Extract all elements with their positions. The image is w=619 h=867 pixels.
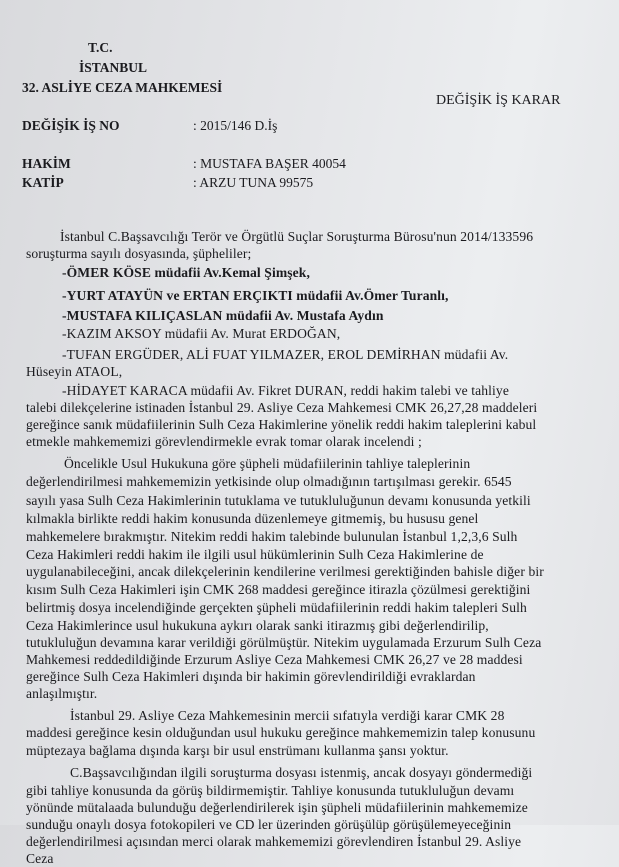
body-line: belirtmiş dosya incelendiğinde gerçekten şüpheli müdafiilerinin reddi hakim talepleri Sulh bbox=[26, 600, 527, 615]
body-line: İstanbul C.Başsavcılığı Terör ve Örgütlü Suçlar Soruşturma Bürosu'nun 2014/133596 bbox=[60, 229, 534, 244]
body-line: İstanbul 29. Asliye Ceza Mahkemesinin mercii sıfatıyla verdiği karar CMK 28 bbox=[70, 708, 505, 723]
body-line: maddesi gereğince kesin olduğundan usul hukuku gereğince mahkememizin talep konusunu bbox=[26, 725, 536, 740]
body-line: -YURT ATAYÜN ve ERTAN ERÇIKTI müdafii Av.Ömer Turanlı, bbox=[62, 288, 449, 303]
header-tc: T.C. bbox=[88, 40, 113, 55]
body-line: -ÖMER KÖSE müdafii Av.Kemal Şimşek, bbox=[62, 265, 310, 280]
body-line: -TUFAN ERGÜDER, ALİ FUAT YILMAZER, EROL DEMİRHAN müdafii Av. bbox=[62, 347, 509, 362]
body-line: Ceza Hakimlerince usul hukukuna aykırı olarak sanki itirazmış gibi değerlendirilip, bbox=[26, 618, 489, 633]
field-label-degisik-is-no: DEĞİŞİK İŞ NO bbox=[22, 118, 120, 133]
body-line: değerlendirilmesi açısından merci olarak mahkememizi görevlendiren İstanbul 29. Asliye bbox=[26, 834, 522, 849]
body-line: C.Başsavcılığından ilgili soruşturma dosyası istenmiş, ancak dosyayı göndermediği bbox=[70, 765, 533, 780]
body-line: anlaşılmıştır. bbox=[26, 686, 98, 701]
body-line: Ceza Hakimleri reddi hakim ile ilgili usul hükümlerinin Sulh Ceza Hakimlerine de bbox=[26, 547, 484, 562]
body-line: değerlendirilmesi mahkememizin yetkisinde olup olmadığının tartışılması gerekir. 6545 bbox=[26, 474, 512, 489]
body-line: kılmakla birlikte reddi hakim konusunda düzenlemeye gitmemiş, bu hususu genel bbox=[26, 511, 479, 526]
field-label-hakim: HAKİM bbox=[22, 156, 71, 171]
body-line: Hüseyin ATAOL, bbox=[26, 364, 123, 379]
field-value-hakim: : MUSTAFA BAŞER 40054 bbox=[193, 156, 346, 171]
body-line: soruşturma sayılı dosyasında, şüpheliler; bbox=[26, 246, 252, 261]
body-line: sayılı yasa Sulh Ceza Hakimlerinin tutuklama ve tutukluluğunun devamı konusunda yetkili bbox=[26, 493, 531, 508]
body-line: Öncelikle Usul Hukukuna göre şüpheli müdafiilerinin tahliye taleplerinin bbox=[64, 456, 471, 471]
body-line: gereğince Sulh Ceza Hakimleri dışında bir hakimin görevlendirildiği evraklardan bbox=[26, 669, 476, 684]
header-doc-type: DEĞİŞİK İŞ KARAR bbox=[436, 93, 561, 108]
field-value-katip: : ARZU TUNA 99575 bbox=[193, 175, 314, 190]
field-value-degisik-is-no: : 2015/146 D.İş bbox=[193, 118, 278, 133]
field-label-katip: KATİP bbox=[22, 175, 64, 190]
body-line: mahkemelere bırakmıştır. Nitekim reddi hakim talebinde bulunulan İstanbul 1,2,3,6 Sulh bbox=[26, 529, 518, 544]
body-line: gibi tahliye konusunda da görüş bildirmemiştir. Tahliye konusunda tutukluluğun devamı bbox=[26, 783, 515, 798]
body-line: -MUSTAFA KILIÇASLAN müdafii Av. Mustafa Aydın bbox=[62, 308, 384, 323]
body-line: talebi dilekçelerine istinaden İstanbul 29. Asliye Ceza Mahkemesi CMK 26,27,28 maddeleri bbox=[26, 400, 538, 415]
header-court: 32. ASLİYE CEZA MAHKEMESİ bbox=[22, 80, 223, 95]
body-line: etmekle mahkememizi görevlendirmekle evrak tomar olarak incelendi ; bbox=[26, 434, 422, 449]
body-line: kısım Sulh Ceza Hakimleri işin CMK 268 maddesi gereğince itirazla çözülmesi gerektiğini bbox=[26, 582, 531, 597]
header-city: İSTANBUL bbox=[79, 60, 148, 75]
body-line: yönünde mütalaada bulunduğu değerlendirilerek işin şüpheli müdafiilerinin mahkememize bbox=[26, 800, 528, 815]
body-line: uygulanabileceğini, ancak dilekçelerinin kendilerine verilmesi gerektiğinden bahisle diğer bir bbox=[26, 564, 544, 579]
body-line: gereğince sanık müdafiilerinin Sulh Ceza Hakimlerine yönelik reddi hakim taleplerini kabul bbox=[26, 417, 537, 432]
body-line: -HİDAYET KARACA müdafii Av. Fikret DURAN, reddi hakim talebi ve tahliye bbox=[62, 383, 509, 398]
body-line: tutukluluğun devamına karar verildiği görülmüştür. Nitekim uygulamada Erzurum Sulh Ceza bbox=[26, 635, 542, 650]
body-line: Mahkemesi reddedildiğinde Erzurum Asliye Ceza Mahkemesi CMK 26,27 ve 28 maddesi bbox=[26, 652, 523, 667]
body-line: müptezaya bağlama dışında karşı bir usul enstrümanı kullanma şansı yoktur. bbox=[26, 743, 449, 758]
body-line: sunduğu onaylı dosya fotokopileri ve CD ler üzerinden görüşülüp görüşülemeyeceğinin bbox=[26, 817, 512, 832]
body-line: Ceza bbox=[26, 851, 54, 866]
body-line: -KAZIM AKSOY müdafii Av. Murat ERDOĞAN, bbox=[62, 326, 341, 341]
